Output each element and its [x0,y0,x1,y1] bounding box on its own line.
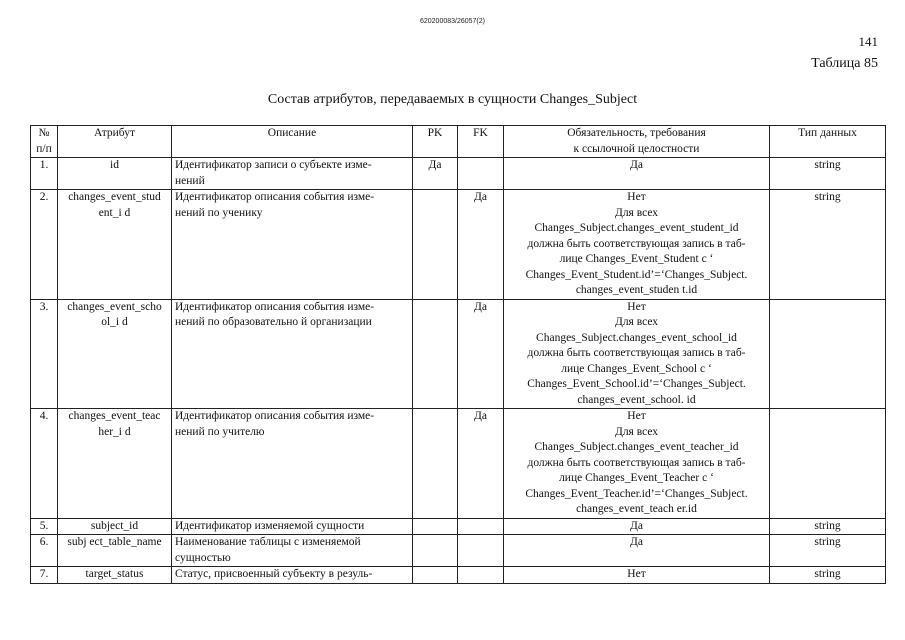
cell-line: Да [630,519,643,532]
fk-cell [458,190,504,300]
type-cell [770,190,886,300]
attribute-cell [58,535,172,567]
cell-line: нений [175,174,205,187]
pk-cell [413,567,458,584]
cell-line: п/п [36,142,52,155]
table-row [31,409,886,519]
cell-line: Идентификатор описания события изме- [175,300,375,313]
cell-line: changes_event_studen t.id [575,284,698,296]
pk-cell [413,299,458,409]
cell-text: Да [474,300,487,313]
table-row [31,567,886,584]
cell-text: Да [428,159,442,171]
cell-line: PK [427,127,443,139]
cell-text: string [814,519,841,532]
requirements-cell [504,409,770,519]
cell-line: Идентификатор изменяемой сущности [175,519,365,532]
col-number-header [31,126,58,158]
pk-cell [413,190,458,300]
cell-text: 7. [39,568,49,580]
cell-line: Нет [627,568,646,580]
cell-line: Для всех [614,206,659,219]
col-type-header [770,126,886,158]
cell-line: Идентификатор описания события изме- [175,191,375,203]
requirements-cell [504,535,770,567]
cell-line: Описание [267,127,317,139]
table-header-row [31,126,886,158]
col-attribute-header [58,126,172,158]
description-cell [172,158,413,190]
table-row [31,190,886,300]
cell-line: FK [473,127,488,139]
cell-line: ol_i d [101,316,128,328]
cell-line: Обязательность, требования [567,127,706,139]
table-row [31,158,886,190]
cell-line: ent_i d [98,206,131,219]
cell-text: 6. [39,536,49,548]
col-pk-header [413,126,458,158]
description-cell [172,409,413,519]
attribute-cell [58,158,172,190]
cell-line: her_i d [98,425,131,438]
type-cell [770,567,886,584]
description-cell [172,299,413,409]
cell-text: string [814,568,841,580]
cell-text: string [814,536,841,548]
row-number-cell [31,518,58,535]
cell-line: Да [630,159,643,171]
cell-line: Тип данных [798,127,857,139]
pk-cell [413,158,458,190]
table-row [31,518,886,535]
cell-line: Нет [627,300,646,313]
description-cell [172,190,413,300]
description-cell [172,518,413,535]
cell-line: Changes_Subject.changes_event_student_id [534,222,739,234]
cell-line: Нет [627,191,646,203]
cell-line: changes_event_stud [68,191,161,203]
attributes-table [30,125,886,584]
cell-line: должна быть соответствующая запись в таб- [527,347,746,359]
type-cell [770,518,886,535]
attribute-cell [58,518,172,535]
cell-line: Changes_Event_School.id’=‘Changes_Subject. [527,378,746,390]
cell-line: нений по учителю [175,425,265,438]
type-cell [770,535,886,567]
pk-cell [413,518,458,535]
attribute-cell [58,190,172,300]
cell-text: 2. [39,191,49,203]
fk-cell [458,409,504,519]
cell-line: changes_event_school. id [577,393,696,406]
cell-text: string [814,191,841,203]
cell-line: нений по образовательно й организации [175,316,372,328]
row-number-cell [31,158,58,190]
table-body [31,158,886,584]
cell-line: Идентификатор описания события изме- [175,410,375,422]
requirements-cell [504,190,770,300]
cell-line: target_status [85,568,144,580]
fk-cell [458,567,504,584]
table-row [31,299,886,409]
cell-line: лице Changes_Event_Teacher с ‘ [559,472,714,484]
cell-line: changes_event_teach er.id [576,503,697,515]
col-fk-header [458,126,504,158]
cell-line: Нет [627,410,646,422]
cell-text: 3. [39,300,49,313]
type-cell [770,158,886,190]
fk-cell [458,299,504,409]
fk-cell [458,518,504,535]
attribute-cell [58,409,172,519]
attribute-cell [58,567,172,584]
cell-line: должна быть соответствующая запись в таб- [527,456,746,469]
row-number-cell [31,190,58,300]
cell-line: лице Changes_Event_School с ‘ [561,362,712,375]
document-code: 620200083/26057(2) [419,18,485,25]
cell-line: Для всех [614,316,659,328]
pk-cell [413,535,458,567]
cell-text: 4. [39,410,49,422]
cell-line: нений по ученику [175,206,263,219]
cell-line: Changes_Event_Student.id’=‘Changes_Subject. [525,268,748,281]
cell-line: Статус, присвоенный субъекту в резуль- [175,568,373,580]
cell-line: Идентификатор записи о субъекте изме- [175,159,372,171]
attribute-cell [58,299,172,409]
page-number: 141 [858,34,878,49]
cell-text: 1. [39,159,49,171]
requirements-cell [504,299,770,409]
cell-line: № [38,127,50,139]
type-cell [770,409,886,519]
cell-line: Changes_Subject.changes_event_school_id [536,331,737,344]
cell-line: changes_event_teac [68,410,161,422]
cell-line: Наименование таблицы с изменяемой [175,536,361,548]
type-cell [770,299,886,409]
col-description-header [172,126,413,158]
cell-text: string [814,159,841,171]
row-number-cell [31,299,58,409]
cell-line: Changes_Subject.changes_event_teacher_id [534,441,739,453]
cell-line: к ссылочной целостности [573,142,700,155]
requirements-cell [504,158,770,190]
cell-line: сущностью [175,551,231,564]
description-cell [172,535,413,567]
table-label: Таблица 85 [811,56,878,71]
row-number-cell [31,535,58,567]
col-requirements-header [504,126,770,158]
cell-line: Атрибут [94,127,135,139]
row-number-cell [31,409,58,519]
cell-text: Да [474,191,487,203]
fk-cell [458,535,504,567]
cell-line: changes_event_scho [67,300,162,313]
description-cell [172,567,413,584]
cell-line: Для всех [614,425,659,438]
requirements-cell [504,518,770,535]
cell-text: 5. [39,519,49,532]
cell-line: Changes_Event_Teacher.id’=‘Changes_Subject. [525,487,748,500]
table-row [31,535,886,567]
cell-line: subj ect_table_name [67,536,162,548]
cell-line: должна быть соответствующая запись в таб- [527,237,746,250]
pk-cell [413,409,458,519]
cell-line: subject_id [90,519,139,532]
fk-cell [458,158,504,190]
row-number-cell [31,567,58,584]
cell-line: лице Changes_Event_Student с ‘ [559,253,714,265]
table-title: Состав атрибутов, передаваемых в сущности Changes_Subject [267,92,638,107]
cell-line: Да [630,536,643,548]
cell-line: id [110,159,119,171]
cell-text: Да [474,410,487,422]
requirements-cell [504,567,770,584]
